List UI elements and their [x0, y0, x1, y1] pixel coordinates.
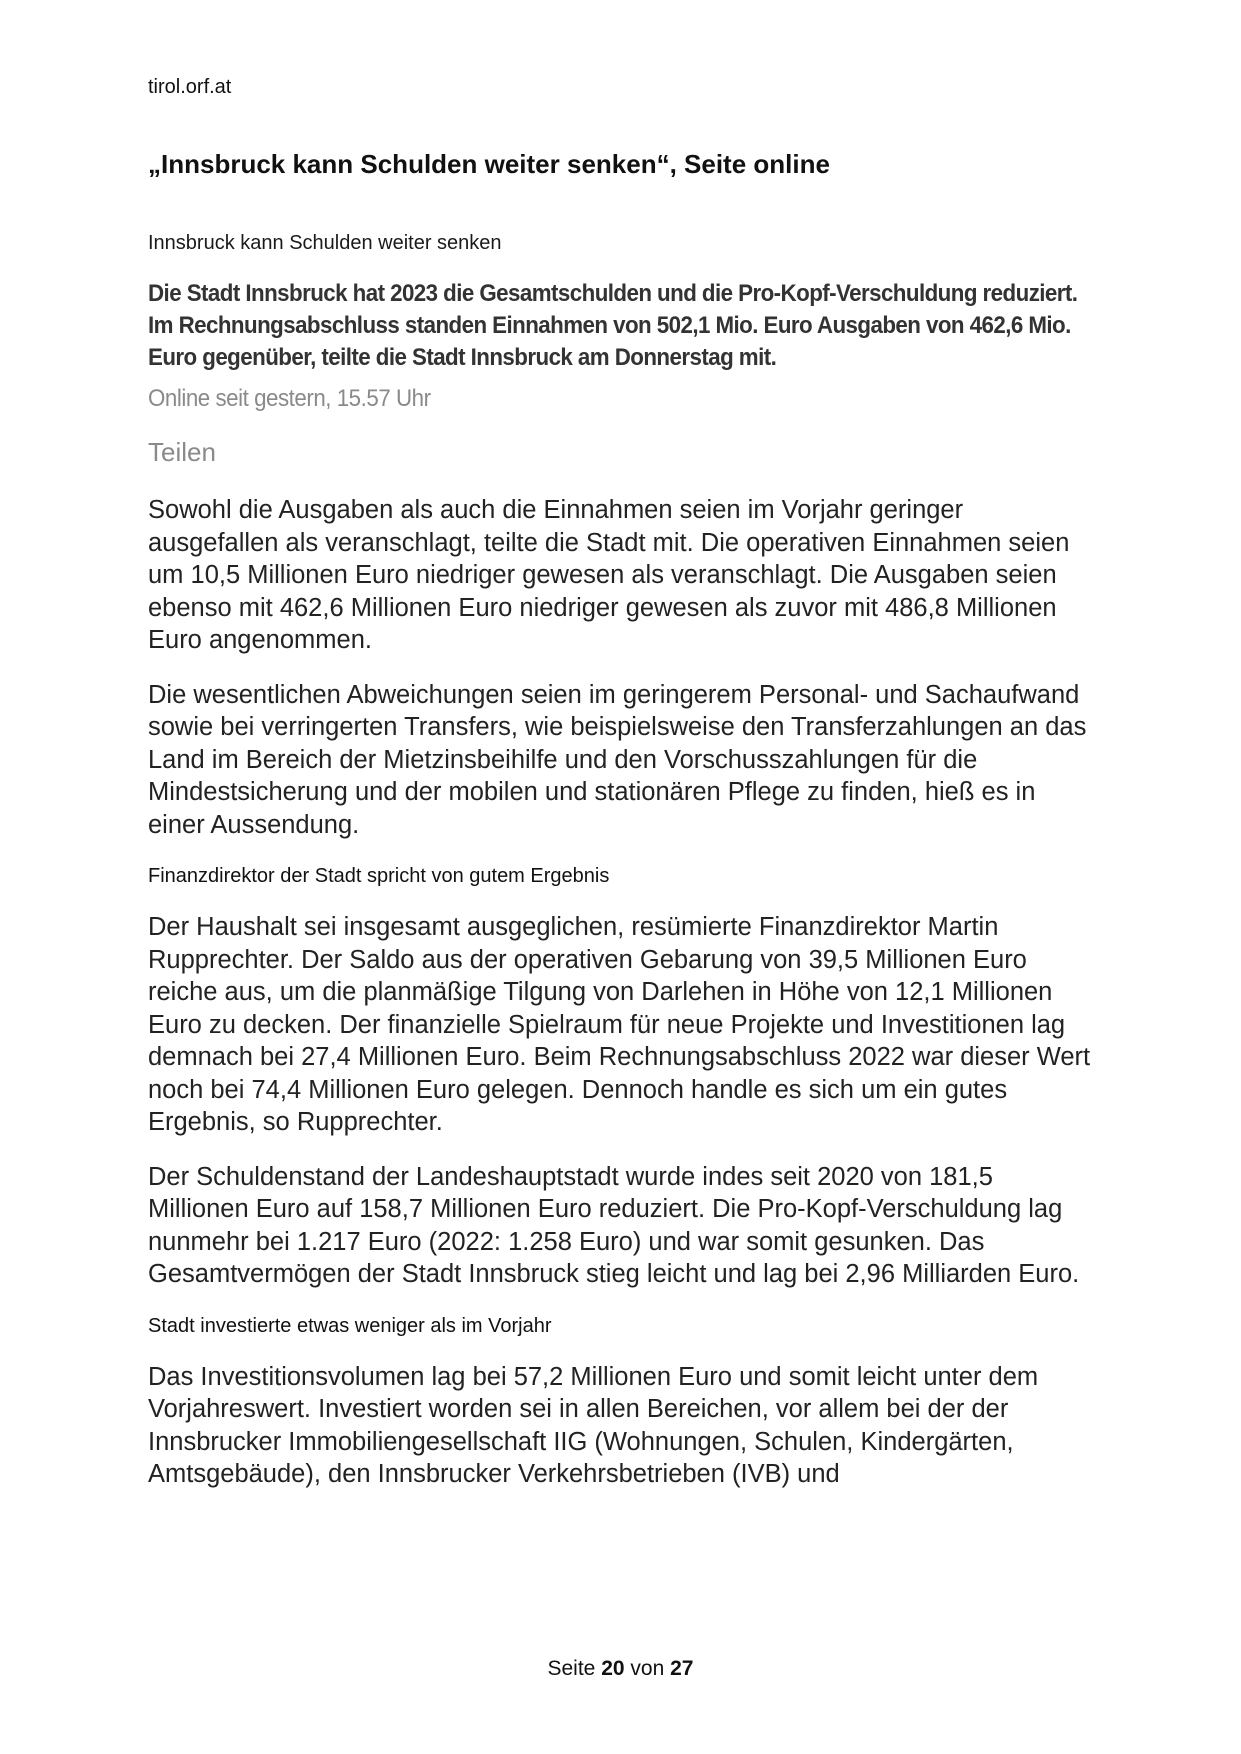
article-kicker: Innsbruck kann Schulden weiter senken: [148, 232, 502, 254]
page-number: [0, 1656, 1241, 1682]
article-subheading: Finanzdirektor der Stadt spricht von gutem Ergebnis: [148, 865, 610, 887]
article-paragraph: Der Schuldenstand der Landeshauptstadt wurde indes seit 2020 von 181,5 Millionen Euro auf 158,7 Millionen Euro reduziert. Die Pro-Kopf-Verschuldung lag nunmehr bei 1.217 Euro (2022: 1.258 Euro) und war somit gesunken. Das Gesamtvermögen der Stadt Innsbruck stieg leicht und lag bei 2,96 Milliarden Euro.: [148, 1162, 1080, 1288]
source-label: tirol.orf.at: [148, 76, 232, 98]
article-lead: Die Stadt Innsbruck hat 2023 die Gesamtschulden und die Pro-Kopf-Verschuldung reduziert. Im Rechnungsabschluss standen Einnahmen von 502,1 Mio. Euro Ausgaben von 462,6 Mio. Euro gegenüber, teilte die Stadt Innsbruck am Donnerstag mit.: [148, 280, 1078, 371]
share-link[interactable]: Teilen: [148, 437, 216, 467]
article-paragraph: Die wesentlichen Abweichungen seien im geringerem Personal- und Sachaufwand sowie bei verringerten Transfers, wie beispielsweise den Transferzahlungen an das Land im Bereich der Mietzinsbeihilfe und den Vorschusszahlungen für die Mindestsicherung und der mobilen und stationären Pflege zu finden, hieß es in einer Aussendung.: [148, 680, 1087, 839]
page-number-current: 20: [601, 1657, 625, 1680]
page-title: „Innsbruck kann Schulden weiter senken“, Seite online: [148, 149, 830, 179]
page-number-middle: von: [630, 1657, 665, 1680]
article-paragraph: Das Investitionsvolumen lag bei 57,2 Millionen Euro und somit leicht unter dem Vorjahreswert. Investiert worden sei in allen Bereichen, vor allem bei der der Innsbrucker Immobiliengesellschaft IIG (Wohnungen, Schulen, Kindergärten, Amtsgebäude), den Innsbrucker Verkehrsbetrieben (IVB) und: [148, 1362, 1039, 1488]
article-paragraph: Sowohl die Ausgaben als auch die Einnahmen seien im Vorjahr geringer ausgefallen als veranschlagt, teilte die Stadt mit. Die operativen Einnahmen seien um 10,5 Millionen Euro niedriger gewesen als veranschlagt. Die Ausgaben seien ebenso mit 462,6 Millionen Euro niedriger gewesen als zuvor mit 486,8 Millionen Euro angenommen.: [148, 496, 1070, 654]
page-number-total: 27: [670, 1657, 694, 1680]
article-paragraph: Der Haushalt sei insgesamt ausgeglichen, resümierte Finanzdirektor Martin Rupprechter. Der Saldo aus der operativen Gebarung von 39,5 Millionen Euro reiche aus, um die planmäßige Tilgung von Darlehen in Höhe von 12,1 Millionen Euro zu decken. Der finanzielle Spielraum für neue Projekte und Investitionen lag demnach bei 27,4 Millionen Euro. Beim Rechnungsabschluss 2022 war dieser Wert noch bei 74,4 Millionen Euro gelegen. Dennoch handle es sich um ein gutes Ergebnis, so Rupprechter.: [148, 913, 1091, 1136]
page-number-prefix: Seite: [547, 1657, 596, 1680]
article: [148, 230, 1098, 1513]
article-timestamp: Online seit gestern, 15.57 Uhr: [148, 385, 431, 412]
article-subheading: Stadt investierte etwas weniger als im Vorjahr: [148, 1314, 552, 1337]
